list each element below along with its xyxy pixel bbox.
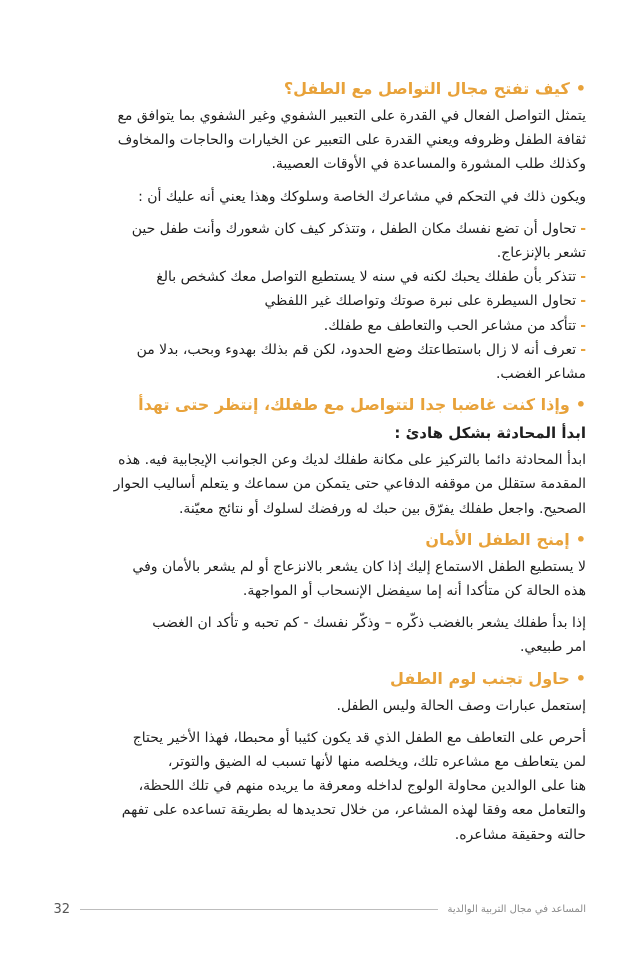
paragraph: ابدأ المحادثة دائما بالتركيز على مكانة طفلك لديك وعن الجوانب الإيجابية فيه. هذه المقدمة ستقلل من موقفه الدفاعي حتى يتمكن من سماعك و يتعلم أساليب الحوار الصحيح. واجعل طفلك يفرّق بين حبك له ورفضك لسلوك أو نتائج معيّنة.	[113, 452, 586, 517]
list-item: -تتذكر بأن طفلك يحبك لكنه في سنه لا يستطيع التواصل معك كشخص بالغ	[156, 269, 586, 286]
bullet: •	[575, 395, 586, 415]
bullet: •	[575, 668, 586, 688]
paragraph: أحرص على التعاطف مع الطفل الذي قد يكون كئيبا أو محبطا، فهذا الأخير يحتاج لمن يتعاطف مع مشاعره تلك، ويخلصه منها لأنها تسبب له الضيق والتوتر، هنا على الوالدين محاولة الولوج لداخله ومعرفة ما يريده منهم في تلك اللحظة، والتعامل معه وفقا لهذه المشاعر، من خلال تحديدها له بطريقة تساعده على تفهم حالته وحقيقة مشاعره.	[121, 729, 586, 843]
footer-divider	[80, 909, 438, 910]
bullet: •	[575, 529, 586, 549]
paragraph: إستعمل عبارات وصف الحالة وليس الطفل.	[336, 697, 586, 714]
section-heading: •وإذا كنت غاضبا جدا لتتواصل مع طفلك، إنتظر حتى تهدأ	[138, 395, 586, 415]
list-item: -تحاول السيطرة على نبرة صوتك وتواصلك غير اللفظي	[264, 293, 586, 310]
list-item: -تتأكد من مشاعر الحب والتعاطف مع طفلك.	[323, 317, 586, 334]
page-number: 32	[53, 901, 70, 917]
list-item: -تحاول أن تضع نفسك مكان الطفل ، وتتذكر كيف كان شعورك وأنت طفل حين	[131, 220, 586, 237]
paragraph: إذا بدأ طفلك يشعر بالغضب ذكّره – وذكّر نفسك - كم تحبه و تأكد ان الغضب امر طبيعي.	[152, 615, 586, 656]
list-item: -تعرف أنه لا زال باستطاعتك وضع الحدود، لكن قم بذلك بهدوء وبحب، بدلا من	[136, 341, 586, 358]
sub-heading: ابدأ المحادثة بشكل هادئ :	[394, 424, 586, 443]
paragraph: لا يستطيع الطفل الاستماع إليك إذا كان يشعر بالانزعاج أو لم يشعر بالأمان وفي هذه الحالة كن متأكدا أنه إما سيفضل الإنسحاب أو المواجهة.	[132, 558, 586, 600]
list-item-continuation: تشعر بالإنزعاج.	[496, 245, 586, 262]
book-title: المساعد في مجال التربية الوالدية	[447, 903, 586, 915]
section-heading: •إمنح الطفل الأمان	[425, 529, 586, 549]
section-heading: •كيف تفتح مجال التواصل مع الطفل؟	[283, 79, 586, 98]
section-heading: •حاول تجنب لوم الطفل	[390, 668, 586, 688]
list-item-continuation: مشاعر الغضب.	[495, 366, 586, 383]
bullet: •	[575, 79, 586, 98]
paragraph: ويكون ذلك في التحكم في مشاعرك الخاصة وسلوكك وهذا يعني أنه عليك أن :	[138, 188, 586, 205]
dash-list	[40, 217, 586, 386]
paragraph: يتمثل التواصل الفعال في القدرة على التعبير الشفوي وغير الشفوي بما يتوافق مع ثقافة الطفل وظروفه ويعني القدرة على التعبير عن الخيارات والحاجات والمخاوف وكذلك طلب المشورة والمساعدة في الأوقات العصيبة.	[117, 108, 586, 173]
page-footer	[40, 900, 586, 918]
